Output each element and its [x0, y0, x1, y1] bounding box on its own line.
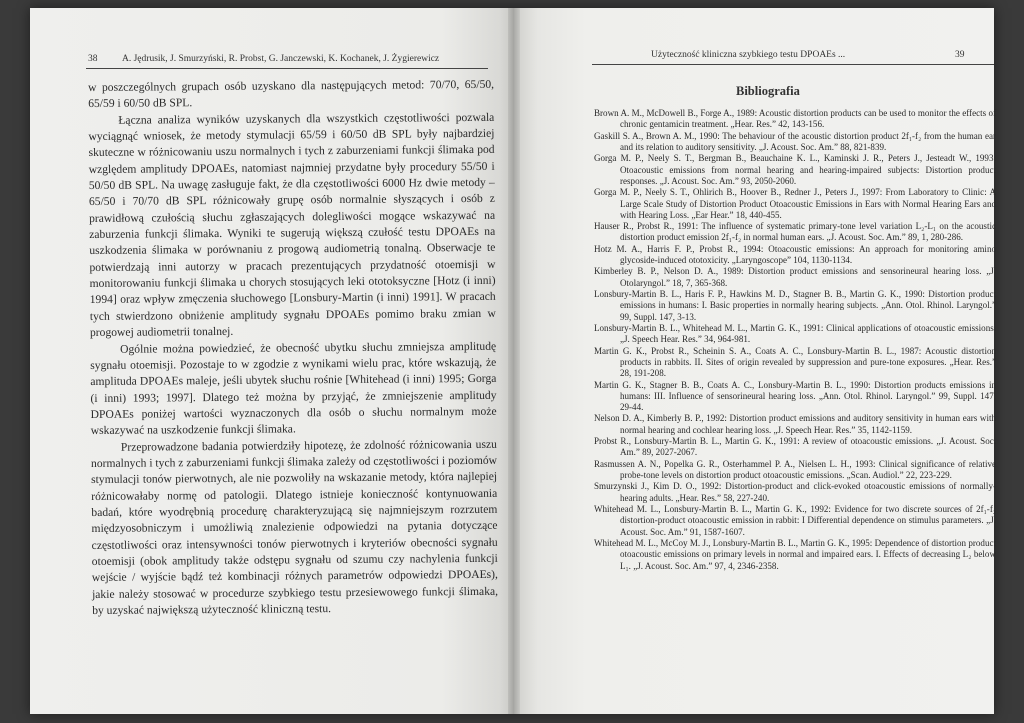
reference-item: Gorga M. P., Neely S. T., Ohlirich B., Hoover B., Redner J., Peters J., 1997: From Laboratory to Clinic: A Large Scale Study of Distortion Product Otoacoustic Emissions in Ears with Normal Hearing Ears and with Hearing Loss. „Ear Hear.” 18, 440-455. [594, 187, 996, 220]
reference-item: Brown A. M., McDowell B., Forge A., 1989: Acoustic distortion products can be used to monitor the effects of chronic gentamicin treatment. „Hear. Res.” 42, 143-156. [594, 108, 996, 130]
running-head-title: Użyteczność kliniczna szybkiego testu DPOAEs ... [651, 50, 846, 60]
reference-item: Probst R., Lonsbury-Martin B. L., Martin G. K., 1991: A review of otoacoustic emissions. „J. Acoust. Soc. Am.” 89, 2027-2067. [594, 436, 996, 458]
reference-item: Lonsbury-Martin B. L., Haris F. P., Hawkins M. D., Stagner B. B., Martin G. K., 1990: Distortion product emissions in humans: I. Basic properties in normally hearing subjects. „Ann. Otol. Rhinol. Laryngol.” 99, Suppl. 147, 3-13. [594, 289, 996, 322]
reference-item: Whitehead M. L., Lonsbury-Martin B. L., Martin G. K., 1992: Evidence for two discrete sources of 2f₁-f₂ distortion-product otoacoustic emission in rabbit: I Differential dependence on stimulus parameters. „J. Acoust. Soc. Am.” 91, 1587-1607. [594, 503, 996, 537]
reference-item: Nelson D. A., Kimberly B. P., 1992: Distortion product emissions and auditory sensitivity in human ears with normal hearing and cochlear hearing loss. „J. Speech Hear. Res.” 35, 1142-1159. [594, 413, 996, 435]
page-number-right: 39 [955, 50, 965, 60]
reference-item: Gorga M. P., Neely S. T., Bergman B., Beauchaine K. L., Kaminski J. R., Peters J., Jesteadt W., 1993: Otoacoustic emissions from normal hearing and hearing-impaired subjects: Distortion product responses. „J. Acoust. Soc. Am.” 93, 2050-2060. [594, 153, 996, 186]
reference-item: Rasmussen A. N., Popelka G. R., Osterhammel P. A., Nielsen L. H., 1993: Clinical significance of relative probe-tone levels on distortion product otoacoustic emissions. „Scan. Audiol.” 22, 223-229. [594, 458, 996, 480]
body-text [88, 77, 498, 620]
paragraph: Łączna analiza wyników uzyskanych dla wszystkich częstotliwości pozwala wyciągnąć wniosek, że metody stymulacji 65/59 i 60/50 dB SPL były najbardziej skuteczne w różnicowaniu uszu normalnych i tych z zaburzeniami funkcji ślimaka pod względem amplitudy DPOAEs, natomiast najmniej przydatne były procedury 55/50 i 50/50 dB SPL. Na uwagę zasługuje fakt, że dla częstotliwości 6000 Hz dwie metody – 65/50 i 70/70 dB SPL różnicowały grupę osób normalnie słyszących i osób z prawidłową czułością słuchu zgłaszających dolegliwości mogące wskazywać na zaburzenia funkcji ślimaka. Wyniki te sugerują większą czułość testu DPOAEs na uszkodzenia ślimaka w porównaniu z progową audiometrią tonalną. Obserwacje te potwierdzają inni autorzy w pracach prezentujących przydatność otoemisji w monitorowaniu funkcji ślimaka u chorych stosujących leki ototoksyczne [Hotz (i inni) 1994] oraz wpływ zmęczenia słuchowego [Lonsbury-Martin (i inni) 1991]. W pracach tych stwierdzono obniżenie amplitudy sygnału DPOAEs pomimo braku zmian w progowej audiometrii tonalnej. [88, 110, 496, 340]
reference-item: Hauser R., Probst R., 1991: The influence of systematic primary-tone level variation L₂-L₁ on the acoustic distortion product emission 2f₁-f₂ in normal human ears. „J. Acoust. Soc. Am.” 89, 1, 280-286. [594, 221, 996, 243]
reference-item: Martin G. K., Probst R., Scheinin S. A., Coats A. C., Lonsbury-Martin B. L., 1987: Acoustic distortion products in rabbits. II. Sites of origin revealed by suppression and pure-tone exposures. „Hear. Res.” 28, 191-208. [594, 345, 996, 379]
paragraph: w poszczególnych grupach osób uzyskano dla następujących metod: 70/70, 65/50, 65/59 i 60/50 dB SPL. [88, 77, 495, 111]
reference-item: Gaskill S. A., Brown A. M., 1990: The behaviour of the acoustic distortion product 2f₁-f₂ from the human ear and its relation to auditory sensitivity. „J. Acoust. Soc. Am.” 88, 821-839. [594, 130, 996, 152]
reference-item: Whitehead M. L., McCoy M. J., Lonsbury-Martin B. L., Martin G. K., 1995: Dependence of distortion product otoacoustic emissions on primary levels in normal and impaired ears. I. Effects of decreasing L₂ below L₁. „J. Acoust. Soc. Am.” 97, 4, 2346-2358. [594, 537, 996, 571]
section-title: Bibliografia [736, 84, 800, 98]
reference-item: Smurzynski J., Kim D. O., 1992: Distortion-product and click-evoked otoacoustic emissions of normally-hearing adults. „Hear. Res.” 58, 227-240. [594, 481, 996, 503]
header-rule-right [592, 64, 994, 65]
running-head-authors: A. Jędrusik, J. Smurzyński, R. Probst, G. Janczewski, K. Kochanek, J. Żygierewicz [122, 54, 440, 64]
header-rule-left [86, 68, 488, 69]
reference-list [594, 108, 996, 572]
book-gutter [508, 8, 520, 714]
reference-item: Kimberley B. P., Nelson D. A., 1989: Distortion product emissions and sensorineural hearing loss. „J. Otolaryngol.” 18, 7, 365-368. [594, 266, 996, 288]
book-spread [30, 8, 994, 714]
paragraph: Ogólnie można powiedzieć, że obecność ubytku słuchu zmniejsza amplitudę sygnału otoemisji. Pozostaje to w zgodzie z wynikami wielu prac, które wskazują, że amplituda DPOAEs maleje, jeśli ubytek słuchu rośnie [Whitehead (i inni) 1995; Gorga (i inni) 1993; 1997]. Dlatego też można by przyjąć, że zmniejszenie amplitudy DPOAEs poniżej wartości wyznaczonych dla osób o słuchu normalnym może wskazywać na uszkodzenie funkcji ślimaka. [90, 339, 497, 438]
reference-item: Martin G. K., Stagner B. B., Coats A. C., Lonsbury-Martin B. L., 1990: Distortion products emissions in humans: III. Influence of sensorineural hearing loss. „Ann. Otol. Rhinol. Laryngol.” 99, Suppl. 147, 29-44. [594, 379, 996, 413]
reference-item: Hotz M. A., Harris F. P., Probst R., 1994: Otoacoustic emissions: An approach for monitoring amino glycoside-induced ototoxicity. „Laryngoscope” 104, 1130-1134. [594, 243, 996, 266]
page-number-left: 38 [88, 54, 98, 64]
paragraph: Przeprowadzone badania potwierdziły hipotezę, że zdolność różnicowania uszu normalnych i tych z zaburzeniami funkcji ślimaka zależy od częstotliwości i poziomów stymulacji tonów pierwotnych, ale nie pozwoliły na wskazanie metody, która najlepiej różnicowałaby normę od patologii. Dlatego istnieje konieczność kontynuowania badań, które wyodrębnią procedurę charakteryzującą się najmniejszym rozrzutem międzyosobniczym i umożliwią znalezienie odpowiedzi na pytania dotyczące częstotliwości oraz intensywności tonów pierwotnych i kryteriów obecności sygnału otoemisji (obok amplitudy także odstępu sygnału od szumu czy nachylenia funkcji wejście / wyjście bądź też kombinacji różnych parametrów odpowiedzi DPOAEs), jakie należy stosować w procedurze szybkiego testu przesiewowego funkcji ślimaka, by uzyskać największą użyteczność kliniczną testu. [90, 437, 499, 617]
reference-item: Lonsbury-Martin B. L., Whitehead M. L., Martin G. K., 1991: Clinical applications of otoacoustic emissions. „J. Speech Hear. Res.” 34, 964-981. [594, 322, 996, 345]
